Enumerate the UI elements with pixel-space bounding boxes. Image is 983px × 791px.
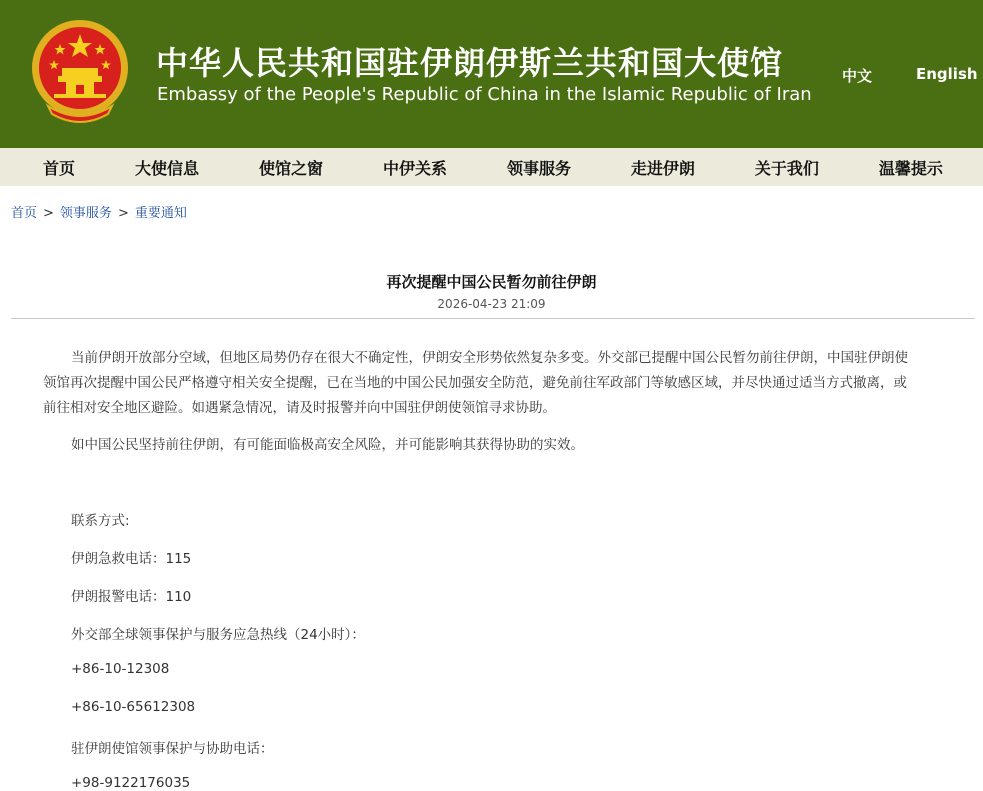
- nav-item-about-us[interactable]: 关于我们: [754, 158, 819, 178]
- nav-item-home[interactable]: 首页: [43, 158, 76, 178]
- article-paragraph-1-line-2: 领馆再次提醒中国公民严格遵守相关安全提醒，已在当地的中国公民加强安全防范，避免前往军政部门等敏感区域，并尽快通过适当方式撤离，或: [43, 375, 907, 391]
- title-divider: [11, 318, 975, 319]
- language-chinese-link[interactable]: 中文: [842, 67, 873, 85]
- article-paragraph-2: 如中国公民坚持前往伊朗，有可能面临极高安全风险，并可能影响其获得协助的实效。: [71, 437, 584, 453]
- breadcrumb-consular-services[interactable]: 领事服务: [59, 206, 112, 221]
- breadcrumb-home[interactable]: 首页: [11, 206, 38, 221]
- site-title-en: Embassy of the People's Republic of China in the Islamic Republic of Iran: [157, 84, 812, 105]
- nav-item-tips[interactable]: 温馨提示: [878, 158, 943, 178]
- police-phone: 伊朗报警电话：110: [71, 589, 192, 605]
- site-header: [0, 0, 983, 148]
- nav-item-china-iran-relations[interactable]: 中伊关系: [382, 158, 447, 178]
- emergency-phone: 伊朗急救电话：115: [71, 551, 192, 567]
- breadcrumb: [11, 202, 187, 221]
- article-paragraph-1-line-3: 前往相对安全地区避险。如遇紧急情况，请及时报警并向中国驻伊朗使领馆寻求协助。: [43, 400, 556, 416]
- embassy-protection-phone: +98-9122176035: [71, 775, 191, 791]
- hotline-number-1: +86-10-12308: [71, 661, 170, 677]
- breadcrumb-separator: >: [43, 206, 54, 221]
- breadcrumb-separator: >: [117, 206, 129, 221]
- article-paragraph-1-line-1: 当前伊朗开放部分空域，但地区局势仍存在很大不确定性，伊朗安全形势依然复杂多变。外交部已提醒中国公民暂勿前往伊朗，中国驻伊朗使: [71, 350, 908, 366]
- contact-heading: 联系方式:: [71, 513, 130, 529]
- embassy-protection-label: 驻伊朗使馆领事保护与协助电话：: [71, 741, 274, 757]
- main-nav: [0, 148, 983, 186]
- nav-item-embassy-window[interactable]: 使馆之窗: [258, 158, 323, 178]
- language-english-link[interactable]: English: [916, 65, 978, 83]
- nav-item-ambassador[interactable]: 大使信息: [134, 158, 199, 178]
- national-emblem-icon[interactable]: [30, 18, 130, 130]
- site-title-zh: 中华人民共和国驻伊朗伊斯兰共和国大使馆: [156, 44, 784, 82]
- hotline-number-2: +86-10-65612308: [71, 699, 196, 715]
- hotline-label: 外交部全球领事保护与服务应急热线（24小时）：: [71, 627, 365, 643]
- article-title: 再次提醒中国公民暂勿前往伊朗: [386, 273, 597, 291]
- nav-item-explore-iran[interactable]: 走进伊朗: [630, 158, 695, 178]
- nav-item-consular-services[interactable]: 领事服务: [506, 158, 571, 178]
- breadcrumb-important-notice[interactable]: 重要通知: [134, 206, 187, 221]
- article-date: 2026-04-23 21:09: [437, 297, 546, 311]
